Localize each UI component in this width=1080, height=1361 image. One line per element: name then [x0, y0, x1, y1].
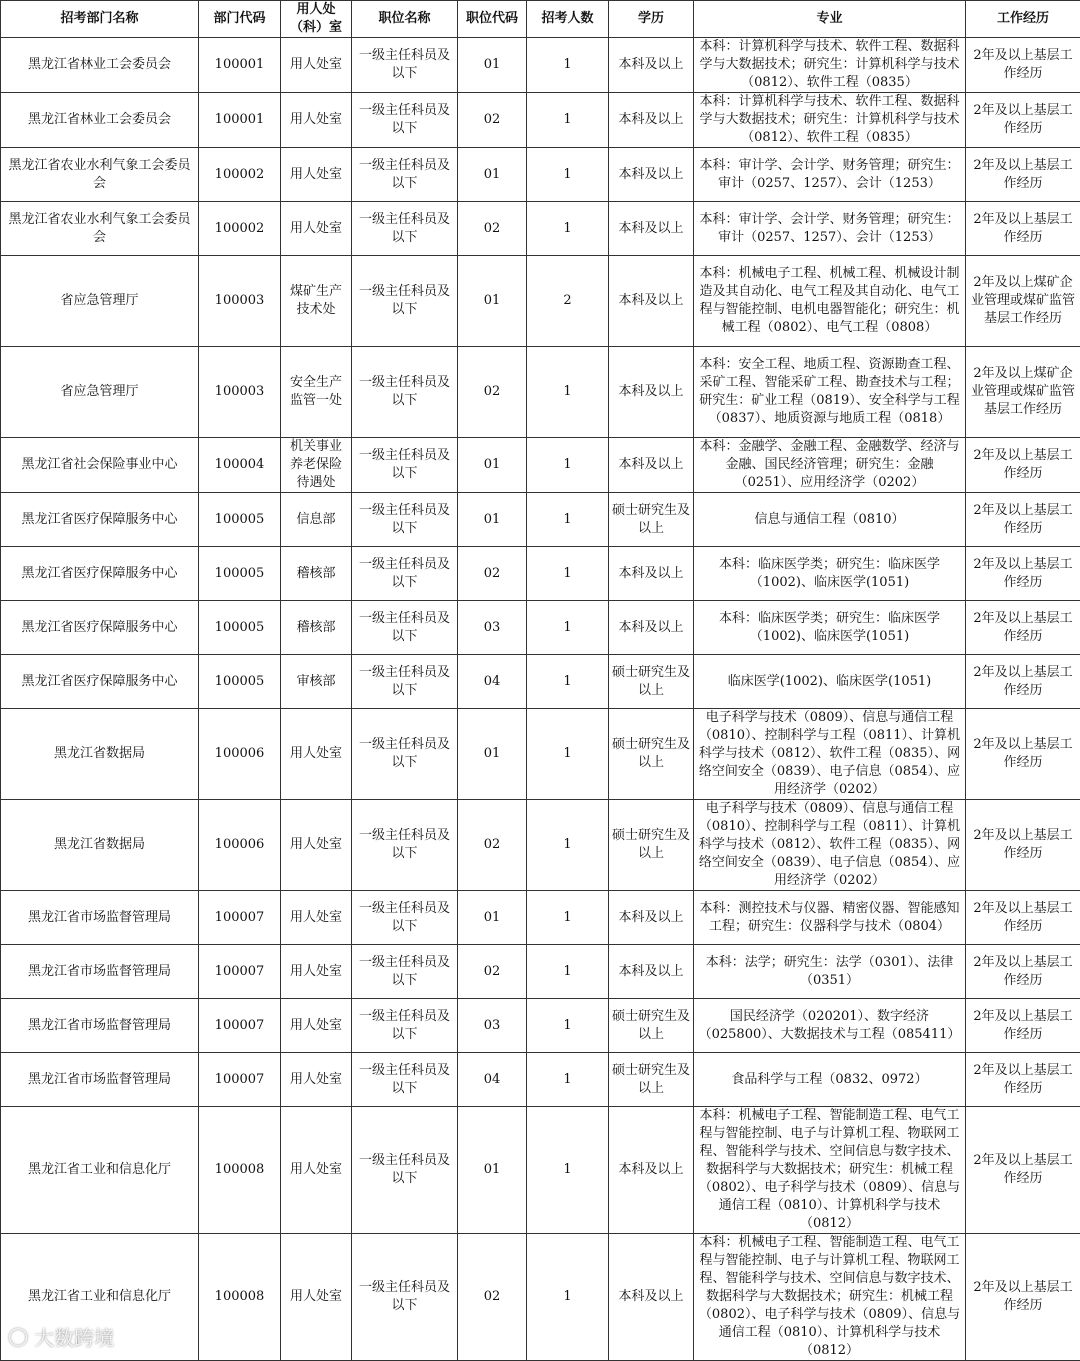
cell-code: 100003 — [199, 256, 281, 347]
cell-major: 本科：机械电子工程、智能制造工程、电气工程与智能控制、电子与计算机工程、物联网工程、智能科学与技术、空间信息与数字技术、数据科学与大数据技术；研究生：机械工程（0802）、电子科学与技术（0809）、信息与通信工程（0810）、计算机科学与技术（0812） — [694, 1107, 966, 1234]
cell-count: 1 — [527, 655, 609, 709]
table-row — [1, 148, 1080, 202]
cell-title: 一级主任科员及以下 — [352, 601, 458, 655]
cell-office: 用人处室 — [281, 1107, 352, 1234]
cell-code: 100007 — [199, 1053, 281, 1107]
cell-title: 一级主任科员及以下 — [352, 493, 458, 547]
cell-code: 100008 — [199, 1107, 281, 1234]
cell-code: 100005 — [199, 655, 281, 709]
cell-pos-code: 01 — [458, 1107, 527, 1234]
table-row — [1, 655, 1080, 709]
cell-count: 1 — [527, 202, 609, 256]
cell-exp: 2年及以上基层工作经历 — [966, 945, 1080, 999]
cell-exp: 2年及以上煤矿企业管理或煤矿监管基层工作经历 — [966, 256, 1080, 347]
cell-edu: 本科及以上 — [609, 347, 694, 438]
cell-exp: 2年及以上煤矿企业管理或煤矿监管基层工作经历 — [966, 347, 1080, 438]
cell-count: 1 — [527, 38, 609, 93]
header-office: 用人处（科）室 — [281, 1, 352, 38]
cell-code: 100002 — [199, 202, 281, 256]
cell-major: 本科：计算机科学与技术、软件工程、数据科学与大数据技术；研究生：计算机科学与技术（0812）、软件工程（0835） — [694, 38, 966, 93]
cell-edu: 硕士研究生及以上 — [609, 999, 694, 1053]
cell-code: 100002 — [199, 148, 281, 202]
table-row — [1, 1234, 1080, 1361]
cell-office: 用人处室 — [281, 945, 352, 999]
cell-major: 本科：临床医学类；研究生：临床医学（1002)、临床医学(1051) — [694, 547, 966, 601]
cell-office: 用人处室 — [281, 148, 352, 202]
cell-pos-code: 02 — [458, 800, 527, 891]
cell-edu: 硕士研究生及以上 — [609, 655, 694, 709]
header-major: 专业 — [694, 1, 966, 38]
cell-major: 电子科学与技术（0809）、信息与通信工程（0810）、控制科学与工程（0811）、计算机科学与技术（0812）、软件工程（0835）、网络空间安全（0839）、电子信息（0854）、应用经济学（0202） — [694, 800, 966, 891]
cell-count: 1 — [527, 438, 609, 493]
cell-code: 100005 — [199, 547, 281, 601]
table-row — [1, 93, 1080, 148]
cell-edu: 硕士研究生及以上 — [609, 493, 694, 547]
cell-dept: 黑龙江省工业和信息化厅 — [1, 1234, 199, 1361]
cell-code: 100005 — [199, 493, 281, 547]
table-row — [1, 999, 1080, 1053]
header-count: 招考人数 — [527, 1, 609, 38]
cell-office: 煤矿生产技术处 — [281, 256, 352, 347]
cell-code: 100001 — [199, 93, 281, 148]
cell-major: 本科：审计学、会计学、财务管理；研究生：审计（0257、1257）、会计（1253） — [694, 148, 966, 202]
cell-edu: 本科及以上 — [609, 547, 694, 601]
cell-dept: 黑龙江省市场监督管理局 — [1, 945, 199, 999]
cell-office: 用人处室 — [281, 202, 352, 256]
cell-pos-code: 03 — [458, 601, 527, 655]
watermark — [8, 1322, 114, 1351]
cell-office: 审核部 — [281, 655, 352, 709]
cell-title: 一级主任科员及以下 — [352, 148, 458, 202]
cell-title: 一级主任科员及以下 — [352, 1107, 458, 1234]
cell-office: 用人处室 — [281, 999, 352, 1053]
table-row — [1, 202, 1080, 256]
cell-major: 本科：法学；研究生：法学（0301）、法律（0351） — [694, 945, 966, 999]
cell-exp: 2年及以上基层工作经历 — [966, 709, 1080, 800]
cell-count: 1 — [527, 709, 609, 800]
cell-count: 1 — [527, 891, 609, 945]
cell-edu: 硕士研究生及以上 — [609, 1053, 694, 1107]
header-row — [1, 1, 1080, 38]
cell-count: 1 — [527, 800, 609, 891]
cell-office: 稽核部 — [281, 601, 352, 655]
cell-pos-code: 02 — [458, 347, 527, 438]
cell-dept: 黑龙江省工业和信息化厅 — [1, 1107, 199, 1234]
cell-office: 信息部 — [281, 493, 352, 547]
cell-edu: 本科及以上 — [609, 202, 694, 256]
cell-pos-code: 01 — [458, 709, 527, 800]
cell-edu: 本科及以上 — [609, 148, 694, 202]
cell-count: 1 — [527, 347, 609, 438]
cell-dept: 黑龙江省市场监督管理局 — [1, 999, 199, 1053]
cell-exp: 2年及以上基层工作经历 — [966, 1053, 1080, 1107]
cell-title: 一级主任科员及以下 — [352, 1234, 458, 1361]
cell-dept: 黑龙江省医疗保障服务中心 — [1, 601, 199, 655]
cell-dept: 黑龙江省社会保险事业中心 — [1, 438, 199, 493]
cell-exp: 2年及以上基层工作经历 — [966, 1234, 1080, 1361]
table-row — [1, 493, 1080, 547]
table-row — [1, 1053, 1080, 1107]
table-row — [1, 891, 1080, 945]
cell-office: 安全生产监管一处 — [281, 347, 352, 438]
cell-edu: 硕士研究生及以上 — [609, 800, 694, 891]
cell-exp: 2年及以上基层工作经历 — [966, 1107, 1080, 1234]
cell-dept: 黑龙江省医疗保障服务中心 — [1, 655, 199, 709]
cell-office: 用人处室 — [281, 93, 352, 148]
cell-exp: 2年及以上基层工作经历 — [966, 547, 1080, 601]
cell-edu: 本科及以上 — [609, 1107, 694, 1234]
header-dept: 招考部门名称 — [1, 1, 199, 38]
cell-edu: 硕士研究生及以上 — [609, 709, 694, 800]
table-row — [1, 547, 1080, 601]
cell-major: 本科：计算机科学与技术、软件工程、数据科学与大数据技术；研究生：计算机科学与技术（0812）、软件工程（0835） — [694, 93, 966, 148]
table-row — [1, 1107, 1080, 1234]
cell-edu: 本科及以上 — [609, 891, 694, 945]
cell-title: 一级主任科员及以下 — [352, 38, 458, 93]
cell-major: 食品科学与工程（0832、0972） — [694, 1053, 966, 1107]
cell-code: 100003 — [199, 347, 281, 438]
cell-office: 用人处室 — [281, 891, 352, 945]
cell-dept: 省应急管理厅 — [1, 347, 199, 438]
cell-title: 一级主任科员及以下 — [352, 800, 458, 891]
cell-office: 用人处室 — [281, 800, 352, 891]
cell-major: 本科：金融学、金融工程、金融数学、经济与金融、国民经济管理；研究生：金融（0251）、应用经济学（0202） — [694, 438, 966, 493]
cell-major: 本科：测控技术与仪器、精密仪器、智能感知工程；研究生：仪器科学与技术（0804） — [694, 891, 966, 945]
cell-dept: 黑龙江省市场监督管理局 — [1, 1053, 199, 1107]
cell-pos-code: 03 — [458, 999, 527, 1053]
cell-title: 一级主任科员及以下 — [352, 202, 458, 256]
table-row — [1, 438, 1080, 493]
cell-pos-code: 01 — [458, 256, 527, 347]
cell-count: 1 — [527, 93, 609, 148]
cell-code: 100005 — [199, 601, 281, 655]
cell-dept: 黑龙江省林业工会委员会 — [1, 38, 199, 93]
cell-major: 本科：机械电子工程、智能制造工程、电气工程与智能控制、电子与计算机工程、物联网工程、智能科学与技术、空间信息与数字技术、数据科学与大数据技术；研究生：机械工程（0802）、电子科学与技术（0809）、信息与通信工程（0810）、计算机科学与技术（0812） — [694, 1234, 966, 1361]
cell-count: 2 — [527, 256, 609, 347]
cell-major: 本科：机械电子工程、机械工程、机械设计制造及其自动化、电气工程及其自动化、电气工程与智能控制、电机电器智能化；研究生：机械工程（0802）、电气工程（0808） — [694, 256, 966, 347]
cell-pos-code: 02 — [458, 93, 527, 148]
cell-office: 稽核部 — [281, 547, 352, 601]
cell-count: 1 — [527, 1107, 609, 1234]
cell-title: 一级主任科员及以下 — [352, 547, 458, 601]
cell-office: 用人处室 — [281, 38, 352, 93]
cell-pos-code: 02 — [458, 202, 527, 256]
cell-dept: 省应急管理厅 — [1, 256, 199, 347]
cell-major: 本科：审计学、会计学、财务管理；研究生：审计（0257、1257）、会计（1253） — [694, 202, 966, 256]
cell-exp: 2年及以上基层工作经历 — [966, 38, 1080, 93]
cell-exp: 2年及以上基层工作经历 — [966, 999, 1080, 1053]
cell-code: 100004 — [199, 438, 281, 493]
cell-title: 一级主任科员及以下 — [352, 438, 458, 493]
cell-count: 1 — [527, 1234, 609, 1361]
cell-exp: 2年及以上基层工作经历 — [966, 800, 1080, 891]
cell-pos-code: 01 — [458, 38, 527, 93]
cell-exp: 2年及以上基层工作经历 — [966, 655, 1080, 709]
cell-exp: 2年及以上基层工作经历 — [966, 601, 1080, 655]
cell-code: 100007 — [199, 999, 281, 1053]
cell-title: 一级主任科员及以下 — [352, 256, 458, 347]
cell-pos-code: 04 — [458, 1053, 527, 1107]
header-edu: 学历 — [609, 1, 694, 38]
header-pos-code: 职位代码 — [458, 1, 527, 38]
cell-code: 100001 — [199, 38, 281, 93]
cell-title: 一级主任科员及以下 — [352, 709, 458, 800]
cell-edu: 本科及以上 — [609, 38, 694, 93]
cell-title: 一级主任科员及以下 — [352, 655, 458, 709]
cell-title: 一级主任科员及以下 — [352, 1053, 458, 1107]
cell-exp: 2年及以上基层工作经历 — [966, 202, 1080, 256]
cell-pos-code: 01 — [458, 493, 527, 547]
cell-exp: 2年及以上基层工作经历 — [966, 493, 1080, 547]
cell-edu: 本科及以上 — [609, 945, 694, 999]
cell-office: 用人处室 — [281, 709, 352, 800]
cell-dept: 黑龙江省医疗保障服务中心 — [1, 547, 199, 601]
cell-count: 1 — [527, 945, 609, 999]
cell-office: 机关事业养老保险待遇处 — [281, 438, 352, 493]
cell-major: 国民经济学（020201）、数字经济（025800）、大数据技术与工程（085411） — [694, 999, 966, 1053]
cell-pos-code: 01 — [458, 148, 527, 202]
cell-count: 1 — [527, 1053, 609, 1107]
table-row — [1, 347, 1080, 438]
watermark-text: 大数跨境 — [34, 1326, 115, 1350]
cell-edu: 本科及以上 — [609, 601, 694, 655]
cell-edu: 本科及以上 — [609, 93, 694, 148]
cell-dept: 黑龙江省数据局 — [1, 709, 199, 800]
cell-major: 本科：临床医学类；研究生：临床医学（1002)、临床医学(1051) — [694, 601, 966, 655]
cell-pos-code: 04 — [458, 655, 527, 709]
cell-pos-code: 02 — [458, 547, 527, 601]
cell-exp: 2年及以上基层工作经历 — [966, 891, 1080, 945]
table-row — [1, 800, 1080, 891]
cell-major: 临床医学(1002)、临床医学(1051) — [694, 655, 966, 709]
cell-dept: 黑龙江省医疗保障服务中心 — [1, 493, 199, 547]
cell-edu: 本科及以上 — [609, 438, 694, 493]
table-row — [1, 256, 1080, 347]
cell-edu: 本科及以上 — [609, 1234, 694, 1361]
cell-office: 用人处室 — [281, 1234, 352, 1361]
cell-title: 一级主任科员及以下 — [352, 93, 458, 148]
cell-pos-code: 01 — [458, 438, 527, 493]
cell-major: 电子科学与技术（0809）、信息与通信工程（0810）、控制科学与工程（0811）、计算机科学与技术（0812）、软件工程（0835）、网络空间安全（0839）、电子信息（0854）、应用经济学（0202） — [694, 709, 966, 800]
cell-code: 100007 — [199, 945, 281, 999]
cell-pos-code: 02 — [458, 945, 527, 999]
cell-count: 1 — [527, 999, 609, 1053]
cell-exp: 2年及以上基层工作经历 — [966, 93, 1080, 148]
cell-edu: 本科及以上 — [609, 256, 694, 347]
cell-exp: 2年及以上基层工作经历 — [966, 148, 1080, 202]
cell-title: 一级主任科员及以下 — [352, 347, 458, 438]
cell-count: 1 — [527, 148, 609, 202]
cell-title: 一级主任科员及以下 — [352, 891, 458, 945]
table-row — [1, 709, 1080, 800]
cell-dept: 黑龙江省数据局 — [1, 800, 199, 891]
cell-count: 1 — [527, 601, 609, 655]
header-exp: 工作经历 — [966, 1, 1080, 38]
cell-dept: 黑龙江省市场监督管理局 — [1, 891, 199, 945]
cell-code: 100006 — [199, 800, 281, 891]
cell-exp: 2年及以上基层工作经历 — [966, 438, 1080, 493]
table-row — [1, 945, 1080, 999]
cell-code: 100007 — [199, 891, 281, 945]
header-title: 职位名称 — [352, 1, 458, 38]
cell-office: 用人处室 — [281, 1053, 352, 1107]
header-code: 部门代码 — [199, 1, 281, 38]
cell-count: 1 — [527, 493, 609, 547]
cell-dept: 黑龙江省农业水利气象工会委员会 — [1, 148, 199, 202]
table-row — [1, 38, 1080, 93]
cell-dept: 黑龙江省农业水利气象工会委员会 — [1, 202, 199, 256]
cell-dept: 黑龙江省林业工会委员会 — [1, 93, 199, 148]
cell-pos-code: 01 — [458, 891, 527, 945]
table-row — [1, 601, 1080, 655]
cell-code: 100008 — [199, 1234, 281, 1361]
cell-pos-code: 02 — [458, 1234, 527, 1361]
cell-major: 信息与通信工程（0810） — [694, 493, 966, 547]
cell-title: 一级主任科员及以下 — [352, 999, 458, 1053]
cell-count: 1 — [527, 547, 609, 601]
cell-major: 本科：安全工程、地质工程、资源勘查工程、采矿工程、智能采矿工程、勘查技术与工程；研究生：矿业工程（0819）、安全科学与工程（0837）、地质资源与地质工程（0818） — [694, 347, 966, 438]
cell-title: 一级主任科员及以下 — [352, 945, 458, 999]
cell-code: 100006 — [199, 709, 281, 800]
logo-mark-icon: ◯ — [8, 1326, 29, 1347]
